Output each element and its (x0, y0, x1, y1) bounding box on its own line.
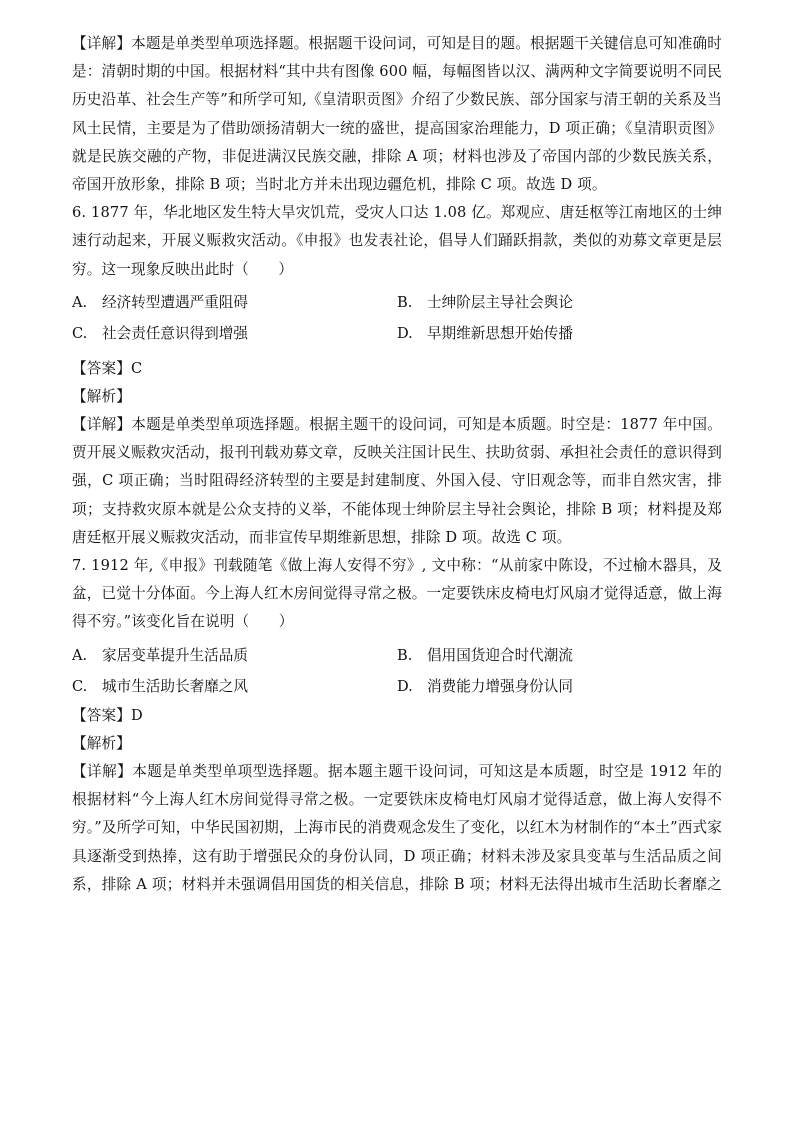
q5-detail-line: 是：清朝时期的中国。根据材料“其中共有图像 600 幅，每幅图皆以汉、满两种文字简要说明不同民 (72, 63, 722, 81)
q6-stem-line: 速行动起来，开展义赈救灾活动。《申报》也发表社论，倡导人们踊跃捐款，类似的劝募文章更是层 (72, 232, 722, 250)
option-text: 士绅阶层主导社会舆论 (427, 293, 573, 311)
q7-option-b (397, 640, 722, 671)
q6-analysis-heading: 【解析】 (72, 387, 131, 405)
q6-detail-line: 唐廷枢开展义赈救灾活动，而非宣传早期维新思想，排除 D 项。故选 C 项。 (72, 528, 572, 546)
q7-detail-line: 具逐渐受到热捧，这有助于增强民众的身份认同，D 项正确；材料未涉及家具变革与生活品质之间 (72, 847, 722, 865)
option-letter: D. (397, 324, 413, 342)
q7-detail-line: 【详解】本题是单类型单项型选择题。据本题主题干设问词，可知这是本质题，时空是 1912 年的 (72, 762, 722, 780)
q6-option-d (397, 318, 722, 349)
q7-analysis-heading: 【解析】 (72, 734, 131, 752)
q6-option-a (72, 287, 397, 318)
q5-detail-line: 就是民族交融的产物，非促进满汉民族交融，排除 A 项；材料也涉及了帝国内部的少数民族关系， (72, 147, 722, 165)
question-7 (72, 552, 722, 899)
q7-stem-line: 7. 1912 年,《申报》刊载随笔《做上海人安得不穷》, 文中称：“从前家中陈设，不过榆木器具，及 (72, 557, 722, 574)
q7-detail-line: 系，排除 A 项；材料并未强调倡用国货的相关信息，排除 B 项；材料无法得出城市生活助长奢靡之 (72, 875, 722, 893)
q6-answer: 【答案】C (72, 359, 143, 377)
q7-options-row (72, 671, 722, 702)
option-text: 家居变革提升生活品质 (102, 646, 248, 664)
option-letter: D. (397, 677, 413, 695)
option-text: 经济转型遭遇严重阻碍 (102, 293, 248, 311)
q7-stem-line: 盆，已觉十分体面。今上海人红木房间觉得寻常之极。一定要铁床皮椅电灯风扇才觉得适意，做上海 (72, 585, 722, 603)
option-letter: A. (72, 646, 88, 664)
q6-detail-line: 【详解】本题是单类型单项选择题。根据主题干的设问词，可知是本质题。时空是：1877 年中国。 (72, 416, 722, 434)
q6-options-row (72, 318, 722, 349)
q7-options-row (72, 640, 722, 671)
q6-options-row (72, 287, 722, 318)
q5-detail-section (72, 30, 722, 199)
question-6 (72, 199, 722, 552)
q6-detail-line: 项；支持救灾原本就是公众支持的义举，不能体现士绅阶层主导社会舆论，排除 B 项；材料提及郑 (72, 500, 722, 518)
q7-option-a (72, 640, 397, 671)
q5-detail-line: 风土民情，主要是为了借助颂扬清朝大一统的盛世，提高国家治理能力，D 项正确；《皇清职贡图》 (72, 119, 722, 137)
q6-stem-line: 穷。这一现象反映出此时（ ） (72, 260, 294, 278)
q7-detail-line: 穷。”及所学可知，中华民国初期，上海市民的消费观念发生了变化，以红木为材制作的“本土”西式家 (72, 819, 722, 837)
q6-detail-line: 强，C 项正确；当时阻碍经济转型的主要是封建制度、外国入侵、守旧观念等，而非自然灾害，排 (72, 472, 722, 490)
q5-detail-line: 【详解】本题是单类型单项选择题。根据题干设问词，可知是目的题。根据题干关键信息可知准确时 (72, 35, 722, 52)
q7-detail-line: 根据材料“今上海人红木房间觉得寻常之极。一定要铁床皮椅电灯风扇才觉得适意，做上海人安得不 (72, 791, 722, 809)
option-text: 社会责任意识得到增强 (102, 324, 248, 342)
option-text: 倡用国货迎合时代潮流 (427, 646, 573, 664)
q7-option-d (397, 671, 722, 702)
q7-option-c (72, 671, 397, 702)
q6-option-c (72, 318, 397, 349)
q6-detail-line: 贾开展义赈救灾活动，报刊刊载劝募文章，反映关注国计民生、扶助贫弱、承担社会责任的意识得到 (72, 444, 722, 462)
document-page (72, 30, 722, 899)
q6-stem-line: 6. 1877 年，华北地区发生特大旱灾饥荒，受灾人口达 1.08 亿。郑观应、唐廷枢等江南地区的士绅 (72, 204, 722, 222)
q5-detail-line: 历史沿革、社会生产等”和所学可知,《皇清职贡图》介绍了少数民族、部分国家与清王朝的关系及当 (72, 91, 722, 109)
q6-option-b (397, 287, 722, 318)
option-text: 城市生活助长奢靡之风 (102, 677, 248, 695)
option-letter: A. (72, 293, 88, 311)
option-letter: B. (397, 293, 413, 311)
option-text: 早期维新思想开始传播 (427, 324, 573, 342)
q5-detail-line: 帝国开放形象，排除 B 项；当时北方并未出现边疆危机，排除 C 项。故选 D 项。 (72, 175, 607, 193)
option-letter: B. (397, 646, 413, 664)
q7-answer: 【答案】D (72, 706, 143, 724)
option-text: 消费能力增强身份认同 (427, 677, 573, 695)
q7-stem-line: 得不穷。”该变化旨在说明（ ） (72, 613, 294, 631)
option-letter: C. (72, 324, 88, 342)
option-letter: C. (72, 677, 88, 695)
